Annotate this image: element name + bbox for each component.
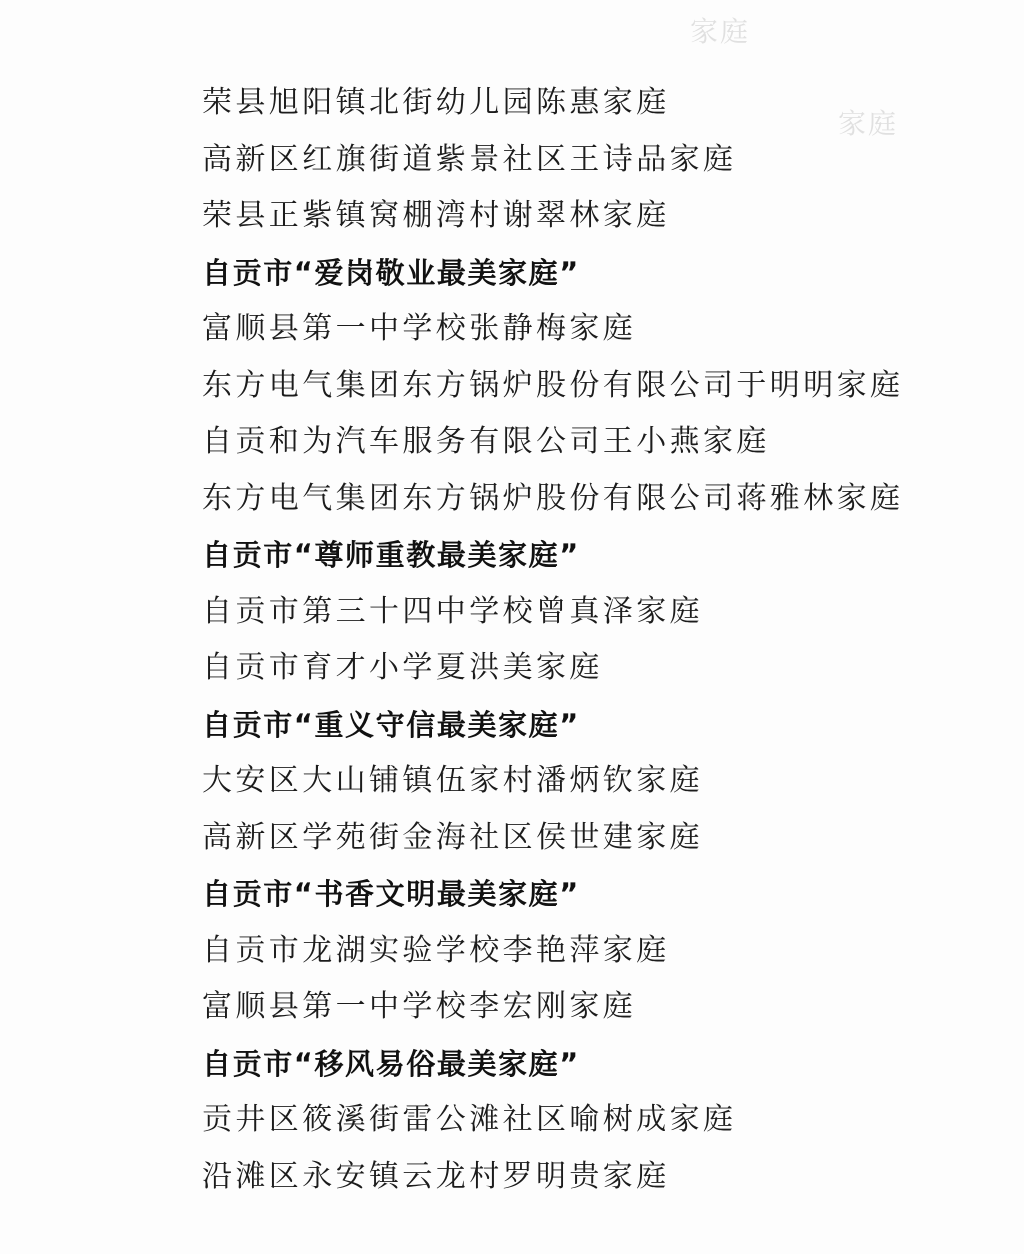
family-entry: 富顺县第一中学校张静梅家庭 bbox=[202, 311, 637, 346]
family-entry: 东方电气集团东方锅炉股份有限公司于明明家庭 bbox=[202, 367, 904, 403]
family-entry: 自贡市龙湖实验学校李艳萍家庭 bbox=[202, 932, 670, 968]
category-heading: 自贡市“尊师重教最美家庭” bbox=[202, 538, 580, 572]
category-heading: 自贡市“爱岗敬业最美家庭” bbox=[202, 255, 580, 290]
family-entry: 高新区红旗街道紫景社区王诗品家庭 bbox=[202, 141, 737, 177]
family-entry: 高新区学苑街金海社区侯世建家庭 bbox=[202, 819, 703, 855]
family-entry: 自贡和为汽车服务有限公司王小燕家庭 bbox=[202, 424, 770, 459]
family-entry: 东方电气集团东方锅炉股份有限公司蒋雅林家庭 bbox=[202, 480, 904, 516]
family-entry: 荣县旭阳镇北街幼儿园陈惠家庭 bbox=[202, 85, 670, 120]
category-heading: 自贡市“重义守信最美家庭” bbox=[202, 707, 580, 742]
bleed-through-text-right: 家庭 bbox=[838, 107, 899, 140]
family-list bbox=[202, 75, 982, 1205]
family-entry: 贡井区筱溪街雷公滩社区喻树成家庭 bbox=[202, 1102, 737, 1137]
family-entry: 大安区大山铺镇伍家村潘炳钦家庭 bbox=[202, 763, 703, 798]
family-entry: 沿滩区永安镇云龙村罗明贵家庭 bbox=[202, 1158, 670, 1194]
category-heading: 自贡市“移风易俗最美家庭” bbox=[202, 1046, 580, 1081]
family-entry: 自贡市第三十四中学校曾真泽家庭 bbox=[202, 593, 703, 629]
family-entry: 富顺县第一中学校李宏刚家庭 bbox=[202, 989, 637, 1024]
bleed-through-text-top: 家庭 bbox=[690, 15, 751, 48]
family-entry: 荣县正紫镇窝棚湾村谢翠林家庭 bbox=[202, 198, 670, 233]
family-entry: 自贡市育才小学夏洪美家庭 bbox=[202, 650, 603, 685]
category-heading: 自贡市“书香文明最美家庭” bbox=[202, 877, 580, 911]
